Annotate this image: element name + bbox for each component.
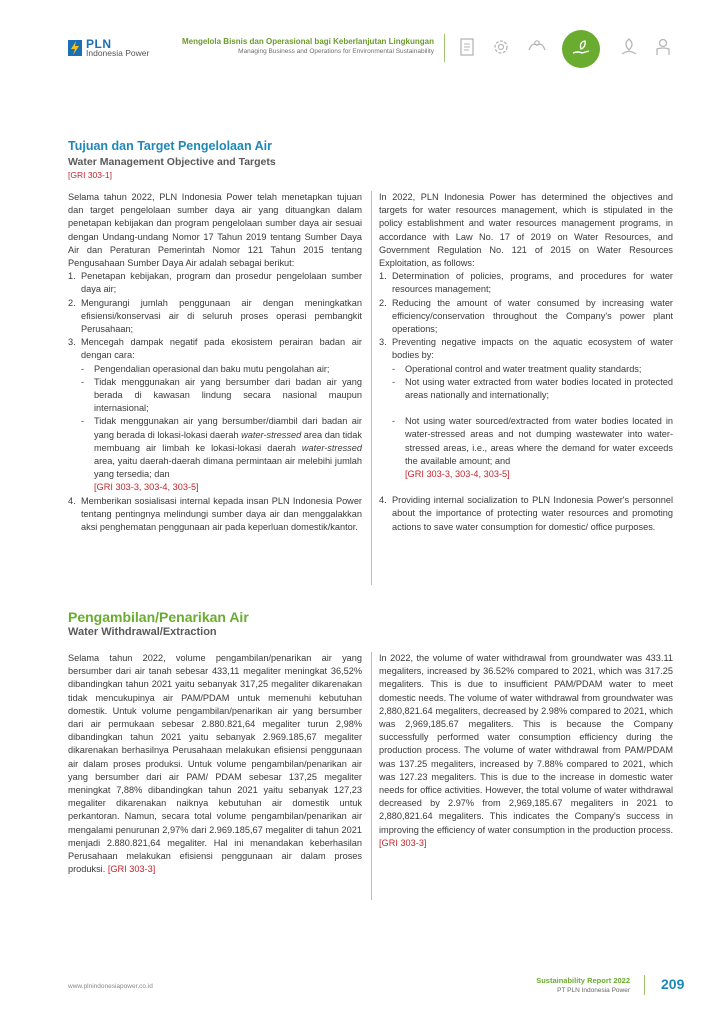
section2-right-column (379, 652, 673, 850)
section1-right-column (379, 191, 673, 534)
list-item: 2. Mengurangi jumlah penggunaan air dengan meningkatkan efisiensi/konservasi air di seluruh proses operasi pembangkit Perusahaan; (68, 297, 362, 335)
hands-icon[interactable] (526, 36, 548, 58)
objective-list (379, 270, 673, 534)
pln-logo-icon (68, 40, 82, 56)
section2-left-column (68, 652, 362, 876)
list-item: 2. Reducing the amount of water consumed by increasing water efficiency/conservation throughout the Company's power plant operations; (379, 297, 673, 335)
section-subtitle: Water Withdrawal/Extraction (68, 626, 217, 638)
company-name: PT PLN Indonesia Power (557, 987, 630, 994)
gri-reference: [GRI 303-3, 303-4, 303-5] (94, 482, 199, 493)
hand-coin-icon[interactable] (652, 36, 674, 58)
footer-divider (644, 975, 645, 995)
sub-list-item: - Operational control and water treatment quality standards; (392, 363, 642, 374)
gri-reference: [GRI 303-3] (107, 864, 156, 875)
document-icon[interactable] (456, 36, 478, 58)
brand-sub: Indonesia Power (86, 48, 150, 58)
list-item: 3. Preventing negative impacts on the aquatic ecosystem of water bodies by: - Operational control and water treatment quality standards; - Not using water extracted from water bodies located in protected areas nationally and internationally; - Not using water sourced/extracted from water bodies located in water-stressed areas and not dumping wastewater into water-stressed areas, i.e., areas where the demand for water exceeds the available amount; and [GRI 303-3, 303-4, 303-5] (379, 336, 673, 481)
sub-list-item: - Not using water extracted from water bodies located in protected areas nationally and internationally; (392, 376, 673, 401)
brand-name: PLN (86, 37, 112, 51)
leaf-people-icon[interactable] (618, 36, 640, 58)
list-item: 4. Memberikan sosialisasi internal kepada insan PLN Indonesia Power tentang pentingnya melindungi sumber daya air dan menggalakkan aksi penghematan penggunaan air pada keperluan domestik/kantor. (68, 495, 362, 533)
list-item: 1. Penetapan kebijakan, program dan prosedur pengelolaan sumber daya air; (68, 271, 362, 295)
gri-reference: [GRI 303-1] (68, 170, 112, 180)
section1-left-column (68, 191, 362, 534)
chapter-subtitle: Managing Business and Operations for Environmental Sustainability (238, 48, 434, 55)
gri-reference: [GRI 303-3] (379, 837, 427, 848)
paragraph: Selama tahun 2022, PLN Indonesia Power telah menetapkan tujuan dan target pengelolaan sumber daya air yang dituangkan dalam penetapan kebijakan dan program pengelolaan sumber daya air sesuai dengan Undang-undang Nomor 17 Tahun 2019 tentang Sumber Daya Air dan Peraturan Pemerintah Nomor 121 Tahun 2015 tentang Pengusahaan Sumber Daya Air adalah sebagai berikut: (68, 192, 362, 269)
list-item: 4. Providing internal socialization to PLN Indonesia Power's personnel about the importance of protecting water resources and promoting actions to save water consumption for domestic/ office purposes. (379, 495, 673, 532)
gear-people-icon[interactable] (490, 36, 512, 58)
objective-list (68, 270, 362, 534)
sub-list-item: - Tidak menggunakan air yang bersumber/diambil dari badan air yang berada di lokasi-lokasi daerah water-stressed area dan tidak membuang air limbah ke lokasi-lokasi daerah water-stressed area, yaitu daerah-daerah dimana permintaan air melebihi jumlah yang tersedia; dan [GRI 303-3, 303-4, 303-5] (81, 416, 362, 493)
report-title: Sustainability Report 2022 (536, 976, 630, 985)
sub-list (81, 363, 362, 495)
column-divider (371, 652, 372, 900)
sub-list-item: - Not using water sourced/extracted from water bodies located in water-stressed areas and not dumping wastewater into water-stressed areas, i.e., areas where the demand for water exceeds the available amount; and [GRI 303-3, 303-4, 303-5] (392, 416, 673, 480)
paragraph: Selama tahun 2022, volume pengambilan/penarikan air yang bersumber dari air tanah sebesar 433,11 megaliter meningkat 36,52% dibandingkan tahun 2021 yaitu sebanyak 317,25 megaliter dikarenakan tidak mencukupinya air PAM/PDAM untuk memenuhi kebutuhan domestik. Untuk volume pengambilan/penarikan air yang bersumber dari air permukaan sebesar 2.880.821,64 megaliter turun 2,98% dibandingkan tahun 2021 yaitu sebanyak 2.969.185,67 megaliter dikarenakan berhasilnya Perusahaan melakukan efisiensi penggunaan air dalam proses produksi. Untuk volume pengambilan/penarikan air yang bersumber dari air PAM/ PDAM sebesar 137,25 megaliter meningkat 7,88% dibandingkan tahun 2021 yaitu sebanyak 127,23 megaliter dikarenakan naiknya kebutuhan air domestik untuk perkantoran. Namun, secara total volume pengambilan/penarikan air mengalami penurunan 2,97% dari 2.969.185,67 megaliter di tahun 2021 menjadi 2.880.821,64 megaliter. Hal ini menandakan keberhasilan Perusahaan melakukan efisiensi penggunaan air dalam proses produksi. [GRI 303-3] (68, 653, 362, 875)
gri-reference: [GRI 303-3, 303-4, 303-5] (405, 469, 510, 480)
section-title: Tujuan dan Target Pengelolaan Air (68, 139, 272, 153)
sub-list (392, 363, 673, 482)
chapter-title: Mengelola Bisnis dan Operasional bagi Keberlanjutan Lingkungan (181, 37, 434, 46)
hand-leaf-icon[interactable] (570, 38, 592, 60)
header-divider (444, 34, 445, 62)
column-divider (371, 191, 372, 585)
sub-list-item: - Pengendalian operasional dan baku mutu pengolahan air; (81, 363, 330, 374)
list-item: 3. Mencegah dampak negatif pada ekosistem perairan badan air dengan cara: - Pengendalian operasional dan baku mutu pengolahan air; - Tidak menggunakan air yang bersumber dari badan air yang berada di kawasan lindung secara nasional maupun internasional; - Tidak menggunakan air yang bersumber/diambil dari badan air yang berada di lokasi-lokasi daerah water-stressed area dan tidak membuang air limbah ke lokasi-lokasi daerah water-stressed area, yaitu daerah-daerah dimana permintaan air melebihi jumlah yang tersedia; dan [GRI 303-3, 303-4, 303-5] (68, 336, 362, 494)
website-link[interactable]: www.plnindonesiapower.co.id (68, 983, 153, 990)
sub-list-item: - Tidak menggunakan air yang bersumber dari badan air yang berada di kawasan lindung secara nasional maupun internasional; (81, 376, 362, 414)
paragraph: In 2022, the volume of water withdrawal from groundwater was 433.11 megaliters, increased by 36.52% compared to 2021, which was 317.25 megaliters. This is due to insufficient PAM/PDAM water to meet domestic needs. The volume of water withdrawal from groundwater was 2,880,821.64 megaliters, decreased by 2.98% compared to 2021, which was 2,969,185.67 megaliters. This is because the Company successfully performed water consumption efficiency during the production process. The volume of water withdrawal from PAM/PDAM was 137.25 megaliters, increased by 7.88% compared to 2021, which was 127.23 megaliters. This is due to the increase in domestic water needs for office activities. However, the total volume of water withdrawal decreased by 2.97% from 2,969,185.67 megaliters in 2021 to 2,880,821.64 megaliters. This indicates the Company's success in improving the efficiency of water consumption in the production process. [GRI 303-3] (379, 653, 673, 848)
section-subtitle: Water Management Objective and Targets (68, 156, 276, 168)
page-number: 209 (661, 976, 685, 992)
section-title: Pengambilan/Penarikan Air (68, 609, 249, 625)
list-item: 1. Determination of policies, programs, and procedures for water resources management; (379, 271, 673, 295)
paragraph: In 2022, PLN Indonesia Power has determined the objectives and targets for water resources management, which is stipulated in the policy establishment and water resources management programs, in accordance with Law No. 17 of 2019 on Water Resources, and Government Regulation No. 121 of 2015 on Water Resources Exploitation, as follows: (379, 192, 673, 269)
